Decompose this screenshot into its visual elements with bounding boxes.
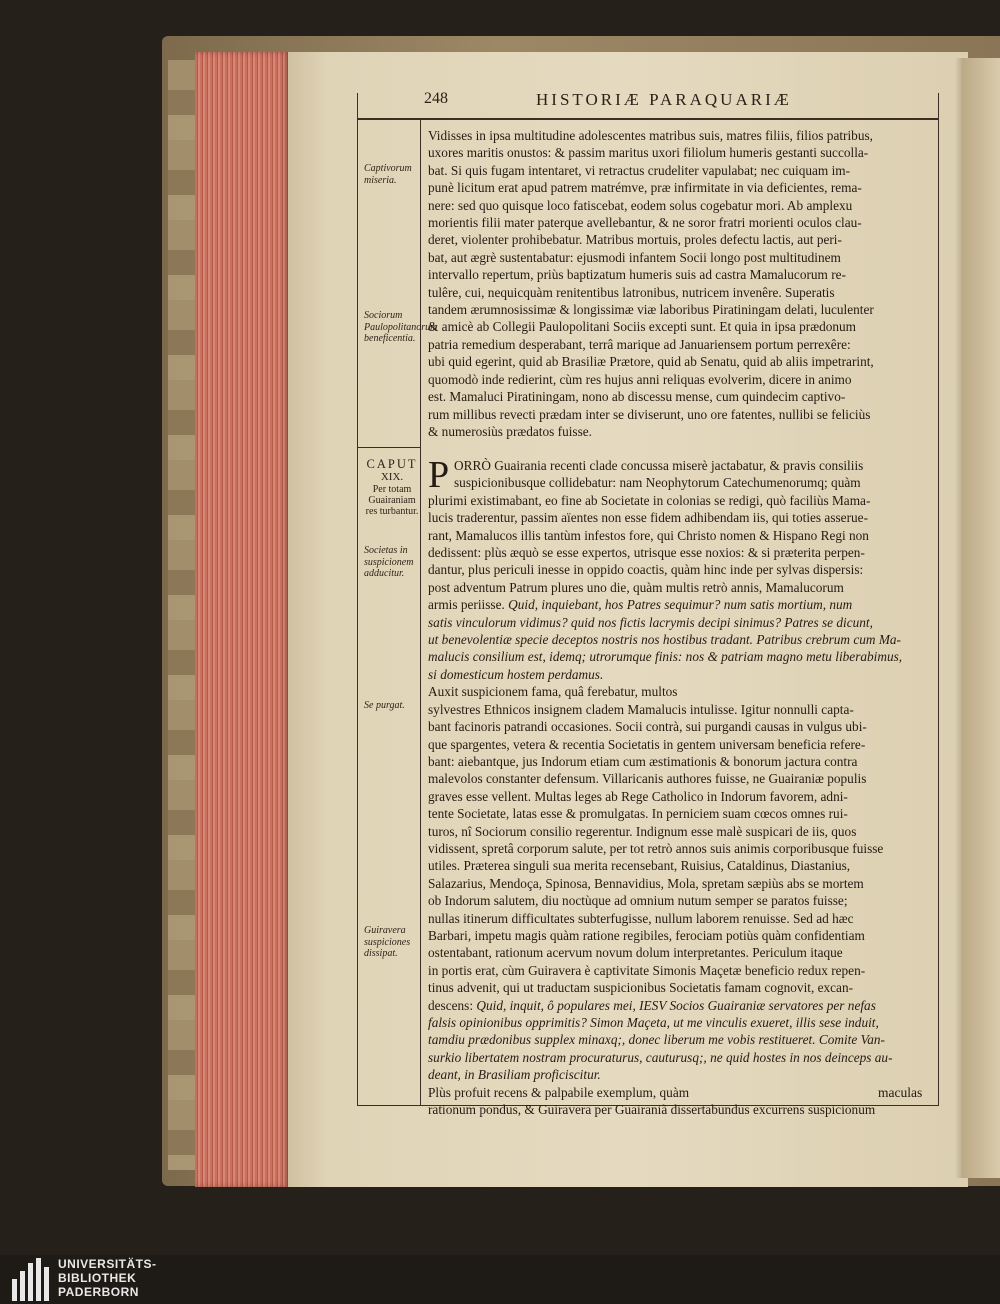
roman-text: tente Societate, latas esse & promulgatas. In perniciem suam cœcos omnes rui- [428,806,848,822]
roman-text: post adventum Patrum plures uno die, quàm multis retrò annis, Mamalucorum [428,579,844,595]
italic-text: malucis consilium est, idemq; utrorumque finis: nos & patriam magno metu liberabimus, [428,649,903,665]
text-line: nere: sed quo quisque loco fatiscebat, eodem solus cogebatur mori. Ab amplexu [428,197,853,213]
running-title: HISTORIÆ PARAQUARIÆ [536,90,792,109]
roman-text: Plùs profuit recens & palpabile exemplum, quàm [428,1084,690,1100]
italic-text: Quid, inquiebant, hos Patres sequimur? num satis mortium, num [508,597,853,613]
roman-text: nullas itinerum difficultates subterfugisse, nullum laborem renuisse. Sed ad hæc [428,910,854,926]
text-line: patria remedium desperabant, terrâ marique ad Januariensem portum perrexêre: [428,336,851,352]
italic-text: si domesticum hostem perdamus. [428,666,604,682]
italic-text: tamdiu prædonibus supplex minaxq;, donec liberum me vobis restitueret. Comite Van- [428,1032,885,1048]
italic-text: ut benevolentiæ specie deceptos nostris nos hostibus tradant. Patribus crebrum cum Ma- [428,632,901,648]
roman-text: tinus advenit, qui ut traductam suspicionibus Societatis famam cognovit, excan- [428,980,854,996]
margin-note: Societas in suspicionem adducitur. [364,545,414,579]
italic-text: falsis opinionibus opprimitis? Simon Maçeta, ut me vinculis exueret, illis sese induit, [428,1015,879,1030]
text-line [428,544,936,561]
catchword: maculas [878,1085,923,1100]
text-line: tulêre, cui, nequicquàm renitentibus latronibus, nutricem invenêre. Superatis [428,284,835,300]
text-line [428,474,936,491]
roman-text: rant, Mamalucos illis tantùm infestos fore, qui Christo nomen & Hispano Regi non [428,527,869,543]
roman-text: suspicionibusque collidebatur: nam Neophytorum Catechumenorumq; quàm [454,475,861,491]
text-line: est. Mamaluci Piratiningam, nono ab discessu mense, cum quindecim captivo- [428,389,846,405]
roman-text: armis periisse. [428,597,509,613]
italic-text: deant, in Brasiliam proficiscitur. [428,1067,601,1083]
text-line: uxores maritis onustos: & passim maritus uxori filiolum humeris gestanti succolla- [428,145,869,161]
text-line [428,927,936,944]
library-line: BIBLIOTHEK [58,1271,137,1285]
text-line [428,823,936,840]
page-number: 248 [424,90,448,107]
text-line: intervallo repertum, priùs baptizatum humeris suis ad castra Mamalucorum re- [428,267,846,283]
text-line: punè licitum erat apud patrem matrémve, præ infirmitate in via deficientes, rema- [428,180,862,196]
library-name [58,1257,157,1299]
text-line [428,944,936,961]
roman-text: Barbari, impetu magis quàm ratione regibiles, ferociam potiùs quàm confidentiam [428,927,865,943]
margin-note: Guiravera suspiciones dissipat. [364,925,411,959]
text-line [428,857,936,874]
text-line [428,1014,936,1031]
text-line [428,753,936,770]
margin-separator [357,447,420,448]
text-line: & numerosiùs prædatos fuisse. [428,423,592,439]
chapter-heading [363,458,421,517]
roman-text: Salazarius, Mendoça, Spinosa, Bennavidius, Mola, spretam sæpiùs abs se mortem [428,875,864,891]
text-line [428,1031,936,1048]
roman-text: que spargentes, vetera & recentia Societatis in gentem universam beneficia refere- [428,736,866,752]
text-line: deret, violenter prohibebatur. Matribus mortuis, proles defectu lactis, aut peri- [428,232,842,248]
roman-text: bant: aiebantque, jus Indorum etiam cum æstimationis & bonorum jactura contra [428,753,858,769]
roman-text: turos, nî Sociorum consilio regerentur. Indignum esse malè suspicari de iis, quos [428,823,857,839]
text-line: rum millibus revecti prædam inter se diviserunt, uno ore fatentes, nullibi se feliciùs [428,406,871,422]
paragraph-1 [428,127,936,440]
library-line: PADERBORN [58,1285,139,1299]
text-line [428,1066,936,1083]
text-line: bat, aut ægrè sustentabatur: ejusmodi infantem Socii longo post multitudinem [428,249,841,265]
chapter-number: XIX. [380,471,404,483]
text-line [428,875,936,892]
italic-text: Quid, inquit, ô populares mei, IESV Socios Guairaniæ servatores per nefas [476,997,876,1013]
roman-text: graves esse vellent. Multas leges ab Rege Catholico in Indorum favorem, adni- [428,788,848,804]
text-line: Vidisses in ipsa multitudine adolescentes matribus suis, matres filiis, filios patribus, [428,128,873,143]
text-line [428,1049,936,1066]
roman-text: dantur, plus periculi inesse in oppido coactis, quàm hinc inde per sylvas dispersis: [428,562,864,578]
text-line [428,492,936,509]
text-line [428,666,936,683]
italic-text: surkio libertatem nostram procuraturus, cauturusq;, ne quid hostes in nos deinceps au- [428,1049,893,1065]
text-line [428,997,936,1014]
text-line [428,718,936,735]
roman-text: utiles. Præterea singuli sua merita recensebant, Ruisius, Cataldinus, Diastanius, [428,858,851,874]
text-line [428,509,936,526]
italic-text: satis vinculorum vidimus? quid nos fictis lacrymis decipi sinimus? Patres se dicunt, [428,614,873,630]
roman-text: ORRÒ Guairania recenti clade concussa miserè jactabatur, & pravis consiliis [454,458,864,473]
margin-note: Se purgat. [364,700,405,711]
library-logo-icon [12,1258,52,1301]
drop-cap: P [428,454,450,496]
text-line: ubi quid egerint, quid ab Brasiliæ Prætore, quid ab Senatu, quid ab aliis impetrarint, [428,354,874,370]
roman-text: Auxit suspicionem fama, quâ ferebatur, multos [428,684,678,700]
text-line [428,770,936,787]
text-line [428,892,936,909]
roman-text: sylvestres Ethnicos insignem cladem Mamalucis intulisse. Igitur nonnulli capta- [428,701,854,717]
text-line [428,788,936,805]
text-line [428,1101,936,1118]
text-line [428,683,936,700]
text-line: bat. Si quis fugam intentaret, vi retractus crudeliter vapulabat; nec cuiquam im- [428,162,851,178]
text-line: morientis filii mater paterque avellebantur, & ne soror fratri morienti oculos clau- [428,215,862,231]
text-line [428,527,936,544]
roman-text: in portis erat, cùm Guiravera è captivitate Simonis Maçetæ beneficio redux repen- [428,962,866,978]
roman-text: descens: [428,997,477,1013]
red-page-edges [195,52,290,1187]
caput-label: CAPUT [366,457,418,471]
text-line [428,596,936,613]
margin-note: Sociorum Paulopolitanorum beneficentia. [364,310,438,344]
facing-page-edge [962,58,1000,1178]
text-line [428,962,936,979]
text-line [428,701,936,718]
text-line [428,840,936,857]
text-line [428,648,936,665]
text-line: quomodò inde redierint, cùm res hujus anni reliquas evolverim, dicere in animo [428,371,852,387]
text-line [428,910,936,927]
roman-text: bant facinoris patrandi occasiones. Socii contrà, sui purgandi causas in vulgus ubi- [428,719,867,735]
roman-text: vidissent, spretâ corporum salute, per tot retrò annos suis animis corporibusque fuisse [428,840,884,856]
roman-text: plurimi existimabant, eo fine ab Societate in colonias se redigi, quò faciliùs Mama- [428,492,871,508]
text-line [428,614,936,631]
roman-text: ostentabant, rationum acervum novum dolum interpretantes. Periculum itaque [428,945,843,961]
paragraph-2 [428,454,936,1118]
roman-text: dedissent: plùs æquò se esse expertos, utrisque esse noxios: & si præterita perpen- [428,545,865,561]
header-rule [357,118,938,120]
roman-text: ob Indorum salutem, diu noctùque ad omnium nutum semper se paratos fuisse; [428,893,848,909]
chapter-summary: Per totam Guairaniam res turbantur. [365,484,419,517]
text-line: & amicè ab Collegii Paulopolitani Sociis excepti sunt. Et quia in ipsa prædonum [428,319,857,335]
text-line [428,579,936,596]
roman-text: malevolos constanter defensum. Villaricanis authores fuisse, ne Guairaniæ populis [428,771,867,787]
text-line [428,1084,936,1101]
roman-text: lucis traderentur, passim aïentes non esse fidem adhibendam iis, qui toties asserue- [428,510,868,526]
cover-marbling [168,60,198,1170]
text-line [428,631,936,648]
library-line: UNIVERSITÄTS- [58,1257,157,1271]
margin-note: Captivorum miseria. [364,163,412,186]
text-line [428,457,936,474]
text-line: tandem ærumnosissimæ & longissimæ viæ laboribus Piratiningam delati, luculenter [428,302,874,318]
text-line [428,736,936,753]
text-line [428,561,936,578]
text-line [428,979,936,996]
text-line [428,805,936,822]
margin-rule [420,118,421,1105]
roman-text: rationum pondus, & Guiravera per Guairaniã dissertabundus excurrens suspicionum [428,1102,876,1118]
